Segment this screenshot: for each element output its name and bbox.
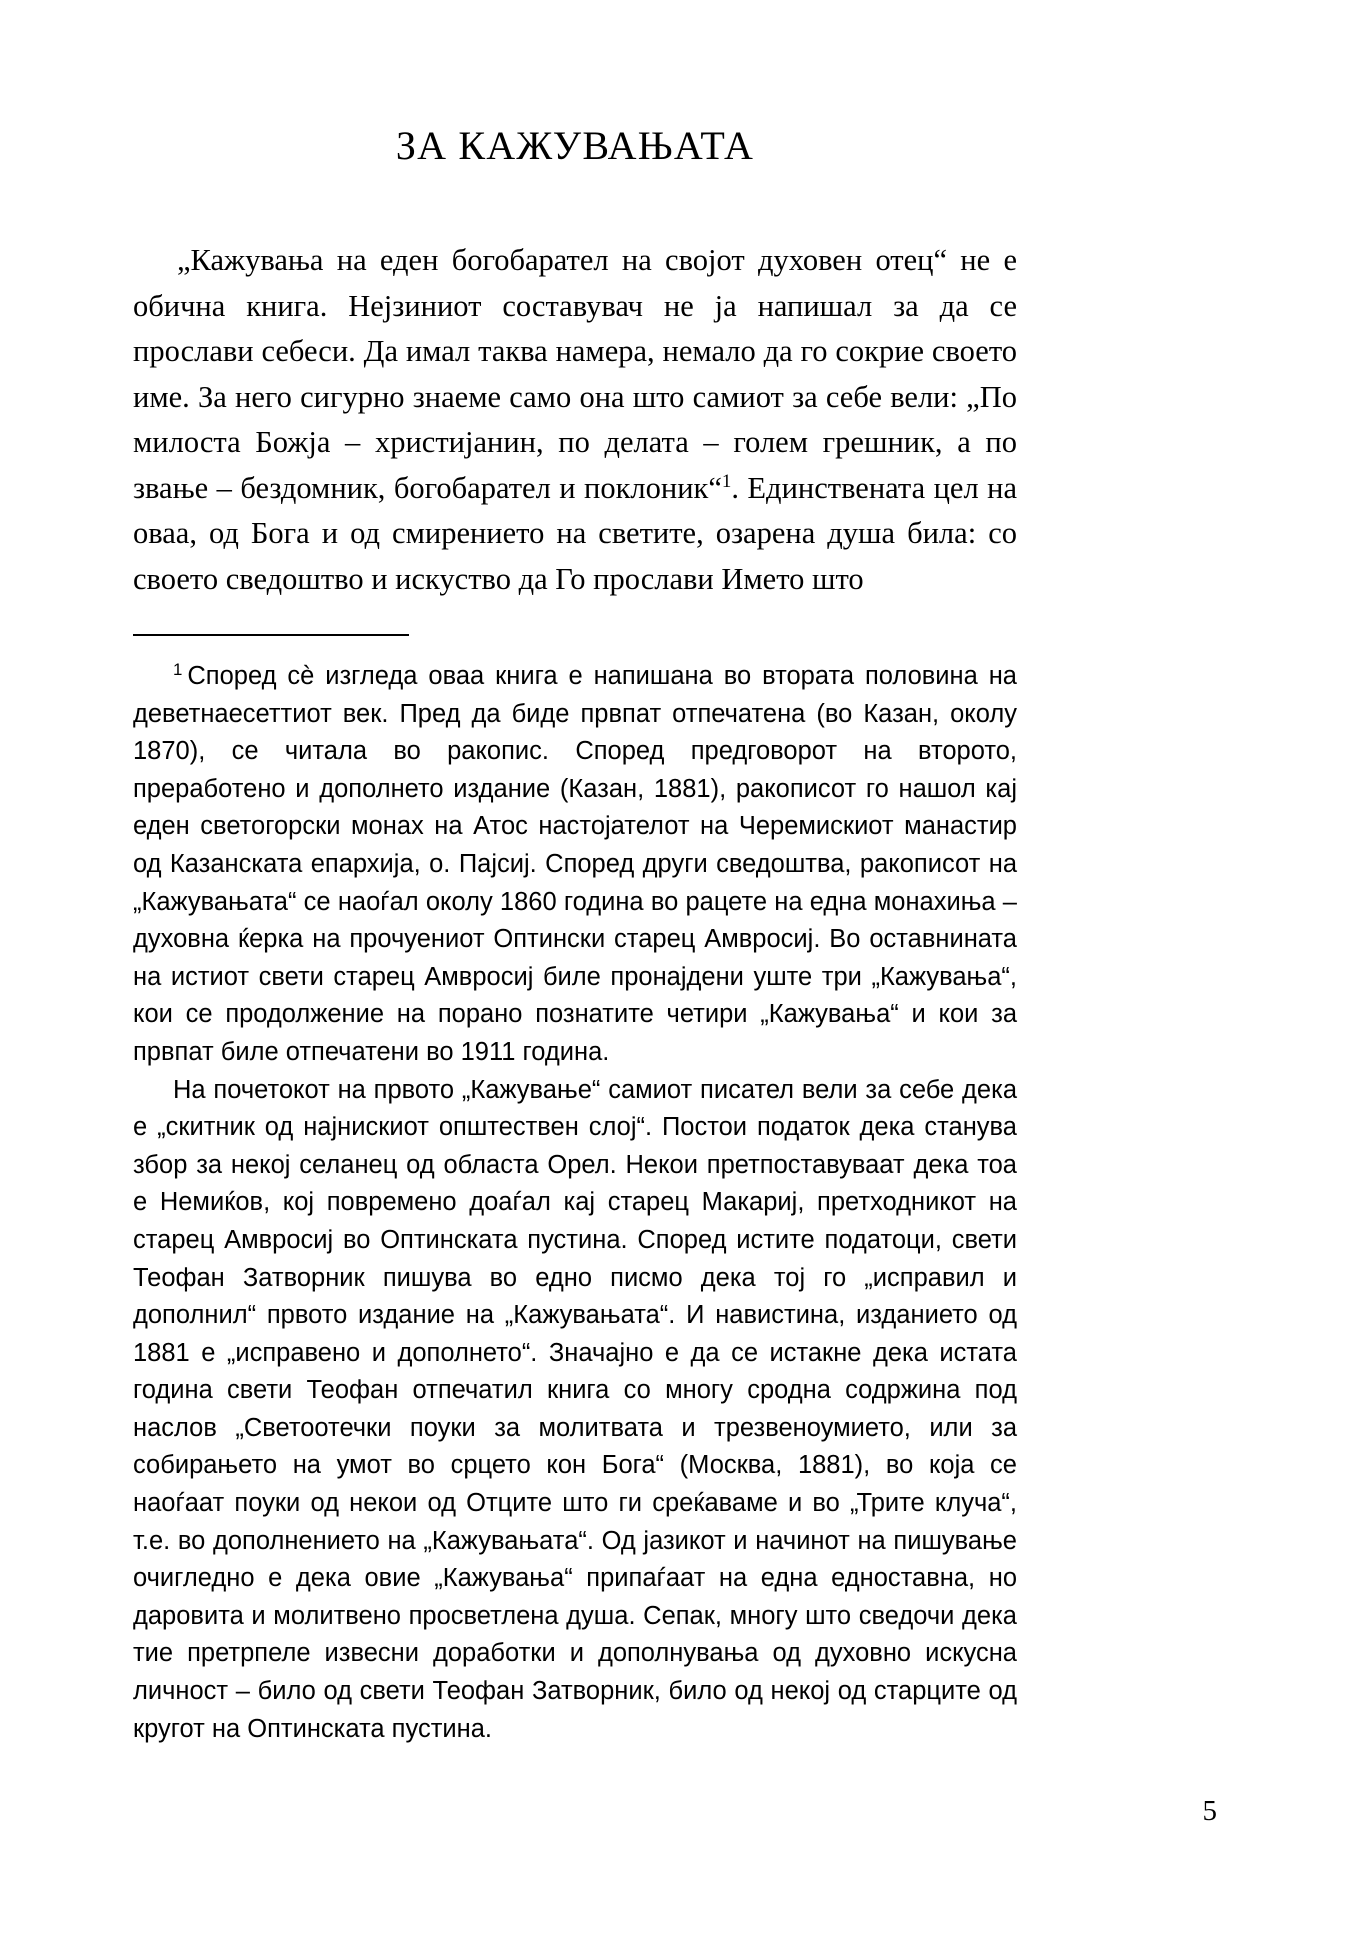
footnote-paragraph-2: На почетокот на првото „Кажување“ самиот писател вели за себе дека е „скитник од најнискиот општествен слој“. Постои податок дека станува збор за некој селанец од областа Орел. Некои претпоставуваат дека тоа е Немиќов, кој повремено доаѓал кај старец Макариј, претходникот на старец Амвросиј во Оптинската пустина. Според истите податоци, свети Теофан Затворник пишува во едно писмо дека тој го „исправил и дополнил“ првото издание на „Кажувањата“. И навистина, изданието од 1881 е „исправено и дополнето“. Значајно е да се истакне дека истата година свети Теофан отпечатил книга со многу сродна содржина под наслов „Светоотечки поуки за молитвата и трезвеноумието, или за собирањето на умот во срцето кон Бога“ (Москва, 1881), во која се наоѓаат поуки од некои од Отците што ги среќаваме и во „Трите клуча“, т.е. во дополнението на „Кажувањата“. Од јазикот и начинот на пишување очигледно е дека овие „Кажувања“ припаѓаат на една едноставна, но даровита и молитвено просветлена душа. Сепак, многу што сведочи дека тие претрпеле извесни доработки и дополнувања од духовно искусна личност – било од свети Теофан Затворник, било од некој од старците од кругот на Оптинската пустина. — [133, 1075, 1017, 1743]
footnote-separator-rule — [133, 634, 409, 636]
page-number: 5 — [1202, 1795, 1217, 1827]
footnote-paragraph-1 — [133, 658, 1017, 1072]
page-content — [133, 0, 1017, 1748]
body-text-block — [133, 238, 1017, 602]
page-title: ЗА КАЖУВАЊАТА — [395, 123, 755, 168]
body-paragraph-text-after-footnote: . Единствената цел на оваа, од Бога и од смирението на светите, озарена душа била: со своето сведоштво и искуство да Го прослави Името што — [133, 470, 1017, 596]
footnote-zone — [133, 634, 1017, 1748]
footnote-paragraph-1-text: Според сѐ изгледа оваа книга е напишана во втората половина на деветнаесеттиот век. Пред да биде првпат отпечатена (во Казан, околу 1870), се читала во ракопис. Според предговорот на второто, преработено и дополнето издание (Казан, 1881), ракописот го нашол кај еден светогорски монах на Атос настојателот на Черемискиот манастир од Казанската епархија, о. Пајсиј. Според други сведоштва, ракописот на „Кажувањата“ се наоѓал околу 1860 година во рацете на една монахиња – духовна ќерка на прочуениот Оптински старец Амвросиј. Во оставнината на истиот свети старец Амвросиј биле пронајдени уште три „Кажувања“, кои се продолжение на порано познатите четири „Кажувања“ и кои за првпат биле отпечатени во 1911 година. — [133, 662, 1017, 1066]
footnote-reference-marker[interactable]: 1 — [721, 470, 732, 492]
body-paragraph — [133, 238, 1017, 602]
footnote-number-marker: 1 — [173, 659, 183, 679]
body-paragraph-text-before-footnote: „Кажувања на еден богобарател на својот духовен отец“ не е обична книга. Нејзиниот составувач не ја напишал за да се прослави себеси. Да имал таква намера, немало да го сокрие своето име. За него сигурно знаеме само она што самиот за себе вели: „По милоста Божја – христијанин, по делата – голем грешник, а по звање – бездомник, богобарател и поклоник“ — [133, 243, 1017, 505]
